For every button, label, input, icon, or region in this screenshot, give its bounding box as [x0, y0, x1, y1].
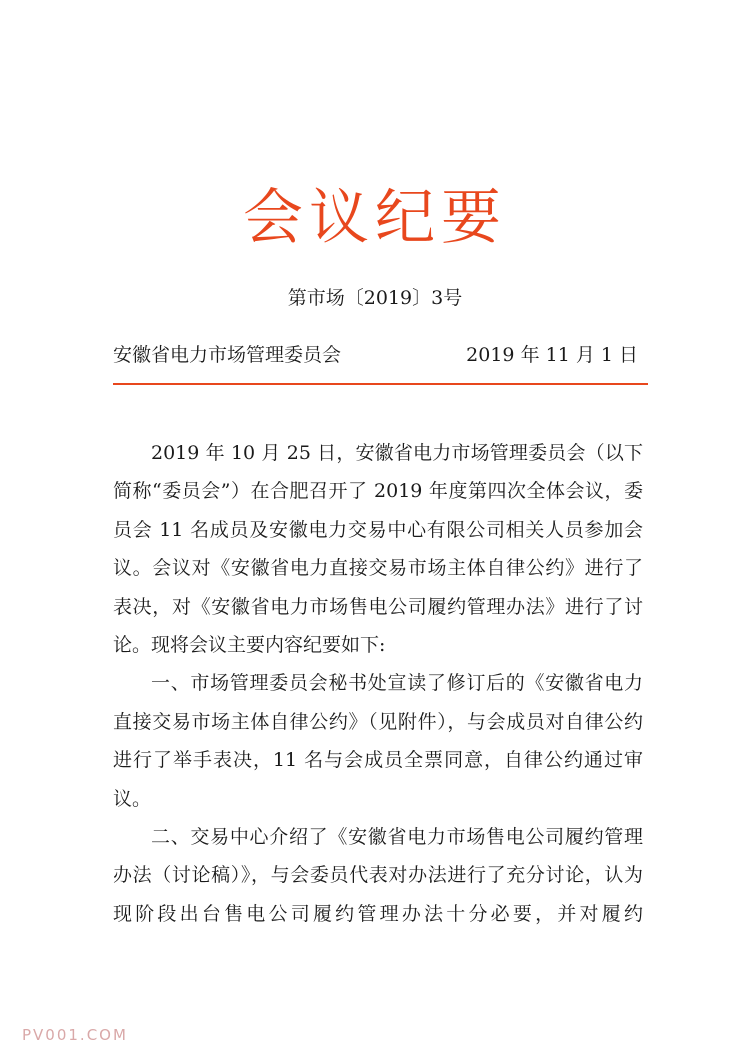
- document-number: 第市场〔2019〕3号: [287, 287, 463, 309]
- issuer-name: 安徽省电力市场管理委员会: [113, 344, 342, 366]
- issue-date: 2019 年 11 月 1 日: [466, 344, 638, 366]
- document-body: [113, 434, 643, 933]
- body-paragraph-intro: 2019 年 10 月 25 日，安徽省电力市场管理委员会（以下简称“委员会”）在合肥召开了 2019 年度第四次全体会议，委员会 11 名成员及安徽电力交易中心有限公司相关人员参加会议。会议对《安徽省电力直接交易市场主体自律公约》进行了表决，对《安徽省电力市场售电公司履约管理办法》进行了讨论。现将会议主要内容纪要如下:: [113, 442, 643, 657]
- issuer-line: [113, 341, 648, 369]
- body-paragraph-item-1: 一、市场管理委员会秘书处宣读了修订后的《安徽省电力直接交易市场主体自律公约》（见附件），与会成员对自律公约进行了举手表决，11 名与会成员全票同意，自律公约通过审议。: [113, 672, 643, 810]
- document-title: 会议纪要: [243, 183, 507, 253]
- body-paragraph-item-2: 二、交易中心介绍了《安徽省电力市场售电公司履约管理办法（讨论稿）》，与会委员代表对办法进行了充分讨论，认为现阶段出台售电公司履约管理办法十分必要，并对履约: [113, 826, 643, 925]
- watermark-text: PV001.COM: [22, 1026, 128, 1044]
- red-divider-rule: [113, 383, 648, 385]
